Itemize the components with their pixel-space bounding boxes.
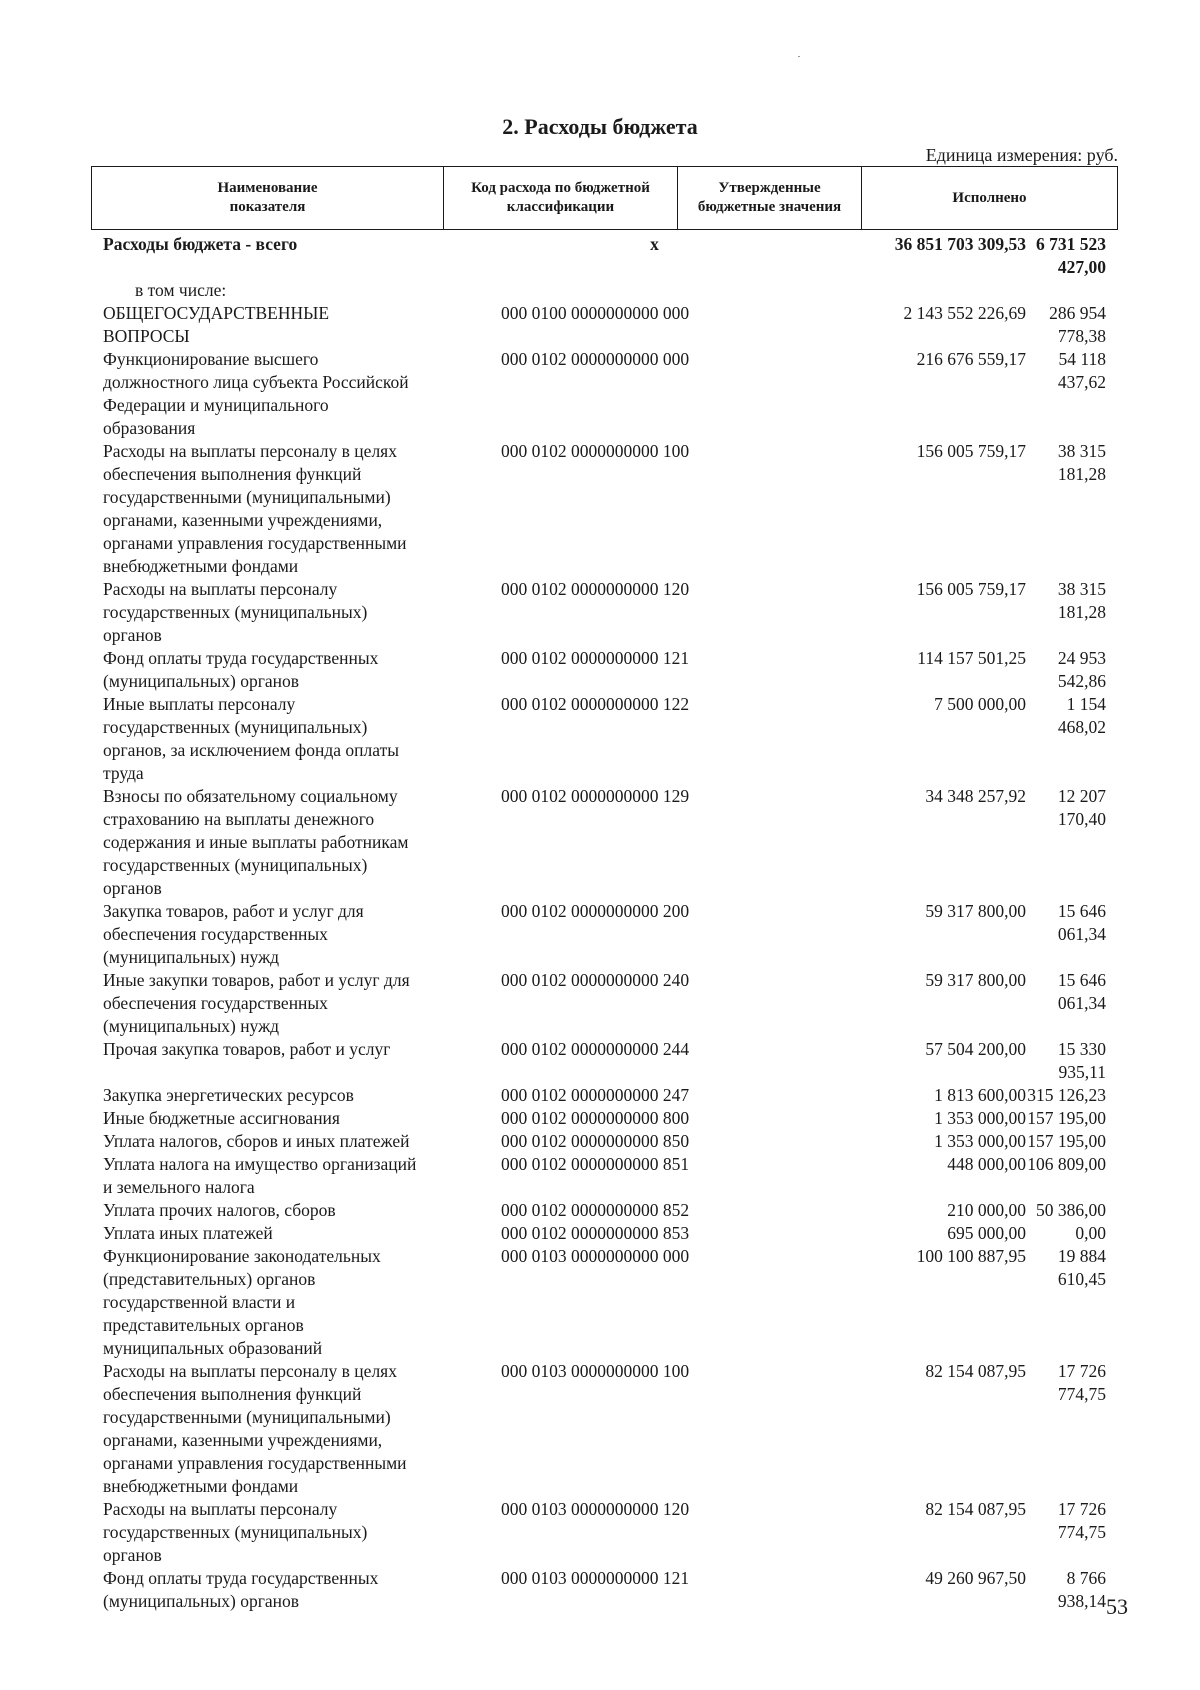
- table-row: [103, 1153, 1118, 1199]
- row-name: Взносы по обязательному социальному страхованию на выплаты денежного содержания и иные выплаты работникам государственных (муниципальных) органов: [103, 786, 409, 898]
- row-approved: 1 353 000,00: [934, 1108, 1026, 1128]
- row-name: Уплата налогов, сборов и иных платежей: [103, 1131, 410, 1151]
- header-executed: Исполнено: [952, 189, 1027, 206]
- row-code: 000 0102 0000000000 200: [501, 901, 690, 921]
- row-executed: 8 766 938,14: [1057, 1568, 1106, 1611]
- row-executed: 157 195,00: [1027, 1108, 1106, 1128]
- row-executed: 50 386,00: [1036, 1200, 1106, 1220]
- row-name: Уплата прочих налогов, сборов: [103, 1200, 336, 1220]
- table-row: [103, 1245, 1118, 1360]
- table-row: [103, 1567, 1118, 1613]
- row-executed: 17 726 774,75: [1057, 1499, 1106, 1542]
- table-row: [103, 440, 1118, 578]
- row-approved: 57 504 200,00: [925, 1039, 1026, 1059]
- row-name: Функционирование законодательных (представительных) органов государственной власти и представительных органов муниципальных образований: [103, 1246, 381, 1358]
- row-executed: 286 954 778,38: [1049, 303, 1106, 346]
- row-name: Расходы на выплаты персоналу в целях обеспечения выполнения функций государственными (муниципальными) органами, казенными учреждениями, органами управления государственными внебюджетными фондами: [103, 1361, 407, 1496]
- row-approved: 82 154 087,95: [925, 1499, 1026, 1519]
- row-name: Расходы на выплаты персоналу в целях обеспечения выполнения функций государственными (муниципальными) органами, казенными учреждениями, органами управления государственными внебюджетными фондами: [103, 441, 407, 576]
- row-name: Расходы на выплаты персоналу государственных (муниципальных) органов: [103, 579, 368, 645]
- scan-speck: [798, 56, 800, 57]
- table-row: [103, 1038, 1118, 1084]
- table-body: [103, 233, 1118, 1613]
- row-approved: 1 353 000,00: [934, 1131, 1026, 1151]
- row-name: Фонд оплаты труда государственных (муниципальных) органов: [103, 1568, 379, 1611]
- row-name: Расходы на выплаты персоналу государственных (муниципальных) органов: [103, 1499, 368, 1565]
- table-row: [103, 1498, 1118, 1567]
- row-code: 000 0103 0000000000 100: [501, 1361, 690, 1381]
- row-executed: 6 731 523 427,00: [1036, 234, 1106, 277]
- row-approved: 100 100 887,95: [916, 1246, 1026, 1266]
- table-row: [103, 647, 1118, 693]
- row-executed: 15 646 061,34: [1057, 970, 1106, 1013]
- row-code: 000 0102 0000000000 244: [501, 1039, 690, 1059]
- row-executed: 38 315 181,28: [1057, 579, 1106, 622]
- row-approved: 114 157 501,25: [917, 648, 1026, 668]
- row-code: 000 0103 0000000000 120: [501, 1499, 690, 1519]
- row-approved: 59 317 800,00: [925, 901, 1026, 921]
- row-code: 000 0102 0000000000 800: [501, 1108, 690, 1128]
- table-row: [103, 693, 1118, 785]
- row-executed: 54 118 437,62: [1057, 349, 1106, 392]
- row-executed: 0,00: [1075, 1223, 1106, 1243]
- row-name: Закупка товаров, работ и услуг для обеспечения государственных (муниципальных) нужд: [103, 901, 364, 967]
- table-row: [103, 969, 1118, 1038]
- row-approved: 1 813 600,00: [934, 1085, 1026, 1105]
- row-code: 000 0102 0000000000 247: [501, 1085, 690, 1105]
- row-code: 000 0102 0000000000 240: [501, 970, 690, 990]
- row-name: в том числе:: [135, 280, 227, 300]
- row-code: 000 0102 0000000000 120: [501, 579, 690, 599]
- table-row: [103, 348, 1118, 440]
- row-approved: 448 000,00: [947, 1154, 1026, 1174]
- row-code: 000 0102 0000000000 853: [501, 1223, 690, 1243]
- row-code: 000 0102 0000000000 850: [501, 1131, 690, 1151]
- header-code: Код расхода по бюджетной классификации: [444, 167, 678, 229]
- row-code: 000 0102 0000000000 100: [501, 441, 690, 461]
- row-executed: 15 330 935,11: [1057, 1039, 1106, 1082]
- row-approved: 49 260 967,50: [925, 1568, 1026, 1588]
- table-row: [103, 1360, 1118, 1498]
- row-name: Закупка энергетических ресурсов: [103, 1085, 354, 1105]
- row-executed: 157 195,00: [1027, 1131, 1106, 1151]
- row-approved: 695 000,00: [947, 1223, 1026, 1243]
- row-executed: [1058, 279, 1118, 302]
- row-name: Уплата налога на имущество организаций и земельного налога: [103, 1154, 417, 1197]
- row-name: Прочая закупка товаров, работ и услуг: [103, 1039, 391, 1059]
- table-row: [103, 900, 1118, 969]
- table-row: [103, 1222, 1118, 1245]
- row-code: 000 0103 0000000000 121: [501, 1568, 690, 1588]
- row-approved: 36 851 703 309,53: [894, 234, 1026, 254]
- row-approved: 156 005 759,17: [916, 579, 1026, 599]
- row-name: Иные бюджетные ассигнования: [103, 1108, 340, 1128]
- row-executed: 1 154 468,02: [1057, 694, 1106, 737]
- row-code: 000 0100 0000000000 000: [501, 303, 690, 323]
- row-code: 000 0102 0000000000 129: [501, 786, 690, 806]
- table-row: [103, 1107, 1118, 1130]
- row-approved: 216 676 559,17: [916, 349, 1026, 369]
- row-executed: 17 726 774,75: [1057, 1361, 1106, 1404]
- header-name: Наименование показателя: [92, 167, 444, 229]
- table-header: [91, 166, 1118, 230]
- row-name: Фонд оплаты труда государственных (муниципальных) органов: [103, 648, 379, 691]
- page-title: 2. Расходы бюджета: [502, 114, 698, 139]
- row-code: [509, 279, 864, 302]
- table-row: [103, 302, 1118, 348]
- row-approved: 7 500 000,00: [934, 694, 1026, 714]
- row-executed: 12 207 170,40: [1057, 786, 1106, 829]
- row-code: 000 0102 0000000000 121: [501, 648, 690, 668]
- row-name: Функционирование высшего должностного лица субъекта Российской Федерации и муниципального образования: [103, 349, 409, 438]
- row-code: х: [650, 234, 659, 254]
- row-approved: 156 005 759,17: [916, 441, 1026, 461]
- row-code: 000 0102 0000000000 852: [501, 1200, 690, 1220]
- row-executed: 38 315 181,28: [1057, 441, 1106, 484]
- row-code: 000 0102 0000000000 122: [501, 694, 690, 714]
- table-row: [103, 578, 1118, 647]
- row-name: ОБЩЕГОСУДАРСТВЕННЫЕ ВОПРОСЫ: [103, 303, 330, 346]
- table-row: [103, 785, 1118, 900]
- row-approved: [864, 279, 1058, 302]
- row-name: Иные закупки товаров, работ и услуг для обеспечения государственных (муниципальных) нужд: [103, 970, 410, 1036]
- row-code: 000 0102 0000000000 851: [501, 1154, 690, 1174]
- row-name: Уплата иных платежей: [103, 1223, 273, 1243]
- row-approved: 59 317 800,00: [925, 970, 1026, 990]
- row-approved: 34 348 257,92: [925, 786, 1026, 806]
- row-executed: 15 646 061,34: [1057, 901, 1106, 944]
- page-number: 53: [1106, 1594, 1128, 1619]
- row-executed: 106 809,00: [1027, 1154, 1106, 1174]
- table-row: [103, 1199, 1118, 1222]
- row-approved: 82 154 087,95: [925, 1361, 1026, 1381]
- unit-label: Единица измерения: руб.: [925, 145, 1118, 165]
- row-approved: 210 000,00: [947, 1200, 1026, 1220]
- table-row: [103, 233, 1118, 279]
- table-row: [103, 279, 1118, 302]
- row-executed: 315 126,23: [1027, 1085, 1106, 1105]
- table-row: [103, 1130, 1118, 1153]
- row-name: Расходы бюджета - всего: [103, 234, 298, 254]
- table-row: [103, 1084, 1118, 1107]
- row-executed: 24 953 542,86: [1057, 648, 1106, 691]
- header-approved: Утвержденные бюджетные значения: [678, 167, 862, 229]
- row-executed: 19 884 610,45: [1057, 1246, 1106, 1289]
- row-approved: 2 143 552 226,69: [903, 303, 1026, 323]
- row-code: 000 0102 0000000000 000: [501, 349, 690, 369]
- row-code: 000 0103 0000000000 000: [501, 1246, 690, 1266]
- row-name: Иные выплаты персоналу государственных (муниципальных) органов, за исключением фонда оплаты труда: [103, 694, 399, 783]
